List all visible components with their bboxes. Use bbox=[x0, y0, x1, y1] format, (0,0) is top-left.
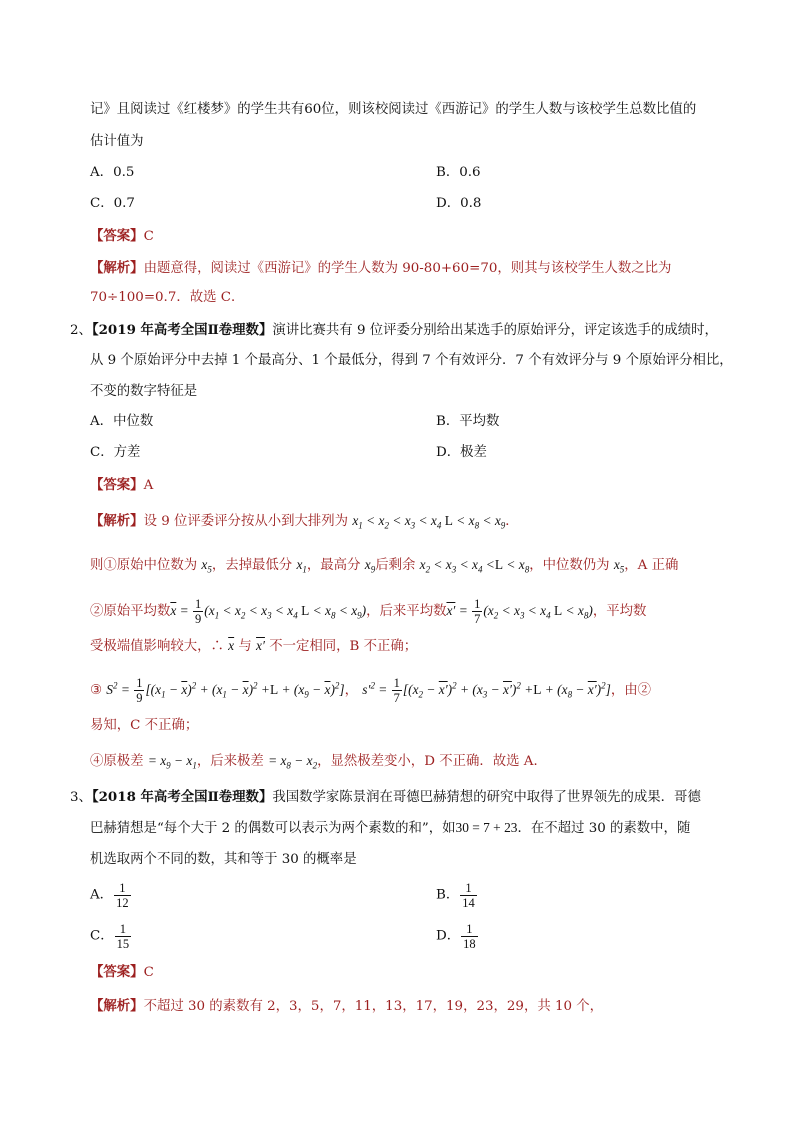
q3-answer: 【答案】C bbox=[90, 964, 154, 980]
q3-analysis-line-1: 【解析】不超过 30 的素数有 2，3，5，7，11，13，17，19，23，29，共 10 个， bbox=[90, 998, 604, 1014]
q3-option-a: A． $\frac{1}{12}$ bbox=[90, 881, 129, 910]
q2-analysis-line-1: 【解析】设 9 位评委评分按从小到大排列为 $x_1 < x_2 < x_3 < x_4$ $L < x_8 < x_9$． bbox=[90, 513, 519, 531]
q2-analysis-line-6: 易知，C 不正确； bbox=[90, 718, 199, 733]
q1-option-b: B．0.6 bbox=[436, 165, 481, 180]
q3-option-b: B． $\frac{1}{14}$ bbox=[436, 881, 475, 910]
q3-stem-line-2: 巴赫猜想是“每个大于 2 的偶数可以表示为两个素数的和”，如30 = 7 + 23．在不超过 30 的素数中，随 bbox=[90, 820, 691, 836]
q2-analysis-line-3: ②原始平均数$\overline{x}$ = $\frac{1}{9}$ ($x_1 < x_2 < x_3 < x_4$ $L < x_8 < x_9$)，后来平均数x′ = $\frac{1}{7}$ ($x_2 < x_3 < x_4$ $L < x_8$)，平均数 bbox=[90, 597, 647, 626]
q2-analysis-line-2: 则①原始中位数为 $x_5$，去掉最低分 $x_1$，最高分 $x_9$后剩余 $x_2 < x_3 < x_4 <L < x_8$，中位数仍为 $x_5$，A 正确 bbox=[90, 557, 679, 575]
q2-analysis-line-5: ③ $S^2$ = $\frac{1}{9}$ $[(x_1 - \overline{x})^2 + (x_1 - \overline{x})^2 +L + (x_9 - \overline{x})^2]$， $s'^2$ = $\frac{1}{7}$ $[(x_2 - x')^2 + (x_3 - x')^2 +L + (x_8 - x')^2]$，由② bbox=[90, 676, 652, 705]
q2-option-d: D．极差 bbox=[436, 445, 487, 460]
q1-stem-line-1: 记》且阅读过《红楼梦》的学生共有60位，则该校阅读过《西游记》的学生人数与该校学生总数比值的 bbox=[90, 102, 697, 117]
q2-option-b: B．平均数 bbox=[436, 414, 500, 429]
q1-stem-line-2: 估计值为 bbox=[90, 134, 144, 149]
q3-option-c: C． $\frac{1}{15}$ bbox=[90, 922, 130, 951]
q2-stem-line-3: 不变的数字特征是 bbox=[90, 384, 198, 399]
q2-stem-line-1: 2、【2019 年高考全国Ⅱ卷理数】演讲比赛共有 9 位评委分别给出某选手的原始评分，评定该选手的成绩时， bbox=[70, 322, 718, 338]
q2-analysis-line-4: 受极端值影响较大，∴ $\overline{x}$ 与 x′ 不一定相同，B 不正确； bbox=[90, 638, 418, 654]
q1-option-d: D．0.8 bbox=[436, 196, 482, 211]
q1-analysis-line-1: 【解析】由题意得，阅读过《西游记》的学生人数为 90-80+60=70，则其与该校学生人数之比为 bbox=[90, 260, 672, 276]
q1-option-c: C．0.7 bbox=[90, 196, 135, 211]
q3-stem-line-1: 3、【2018 年高考全国Ⅱ卷理数】我国数学家陈景润在哥德巴赫猜想的研究中取得了世界领先的成果．哥德 bbox=[70, 789, 701, 805]
q1-answer: 【答案】C bbox=[90, 228, 154, 244]
q2-option-c: C．方差 bbox=[90, 445, 141, 460]
q3-stem-line-3: 机选取两个不同的数，其和等于 30 的概率是 bbox=[90, 852, 357, 867]
q1-analysis-line-2: 70÷100=0.7．故选 C． bbox=[90, 290, 245, 305]
q2-stem-line-2: 从 9 个原始评分中去掉 1 个最高分、1 个最低分，得到 7 个有效评分．7 个有效评分与 9 个原始评分相比， bbox=[90, 353, 733, 368]
q2-option-a: A．中位数 bbox=[90, 414, 154, 429]
q3-option-d: D． $\frac{1}{18}$ bbox=[436, 922, 476, 951]
q2-answer: 【答案】A bbox=[90, 477, 154, 493]
q2-analysis-line-7: ④原极差 = $x_9 - x_1$，后来极差 = $x_8 - x_2$，显然极差变小，D 不正确．故选 A． bbox=[90, 753, 547, 771]
q1-option-a: A．0.5 bbox=[90, 165, 135, 180]
